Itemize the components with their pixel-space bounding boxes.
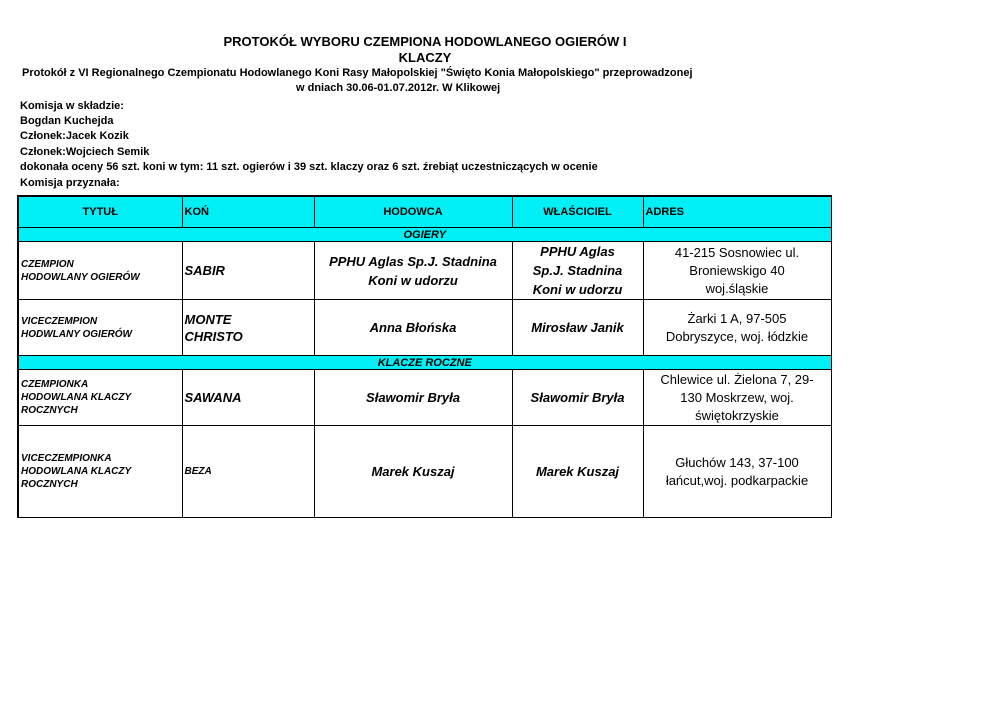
- row-title: CZEMPIONKA HODOWLANA KLACZY ROCZNYCH: [18, 370, 182, 426]
- table-row: [18, 242, 831, 300]
- row-horse: SAWANA: [182, 370, 314, 426]
- table-row: [18, 426, 831, 518]
- section-ogiery-row: [18, 228, 831, 242]
- document-title-line2: KLACZY: [398, 50, 452, 65]
- row-owner: Mirosław Janik: [512, 300, 643, 356]
- evaluation-summary: dokonała oceny 56 szt. koni w tym: 11 szt. ogierów i 39 szt. klaczy oraz 6 szt. źrebiąt uczestniczących w ocenie: [20, 161, 598, 173]
- section-klacze-roczne: KLACZE ROCZNE: [18, 356, 831, 370]
- header-hodowca: HODOWCA: [314, 196, 512, 228]
- row-address: Żarki 1 A, 97-505 Dobryszyce, woj. łódzkie: [643, 300, 831, 356]
- row-horse: BEZA: [182, 426, 314, 518]
- row-owner: PPHU Aglas Sp.J. Stadnina Koni w udorzu: [512, 242, 643, 300]
- row-horse: MONTE CHRISTO: [182, 300, 314, 356]
- row-address: Głuchów 143, 37-100 łańcut,woj. podkarpackie: [643, 426, 831, 518]
- committee-member-2: Członek:Jacek Kozik: [20, 130, 129, 142]
- row-title: CZEMPION HODOWLANY OGIERÓW: [18, 242, 182, 300]
- row-breeder: Sławomir Bryła: [314, 370, 512, 426]
- row-address: 41-215 Sosnowiec ul. Broniewskigo 40 woj.śląskie: [643, 242, 831, 300]
- committee-heading: Komisja w składzie:: [20, 100, 124, 112]
- row-owner: Marek Kuszaj: [512, 426, 643, 518]
- row-owner: Sławomir Bryła: [512, 370, 643, 426]
- row-horse: SABIR: [182, 242, 314, 300]
- header-kon: KOŃ: [182, 196, 314, 228]
- committee-member-3: Członek:Wojciech Semik: [20, 146, 150, 158]
- row-breeder: Anna Błońska: [314, 300, 512, 356]
- row-breeder: PPHU Aglas Sp.J. Stadnina Koni w udorzu: [314, 242, 512, 300]
- document-subtitle: Protokół z VI Regionalnego Czempionatu Hodowlanego Koni Rasy Małopolskiej "Święto Konia Małopolskiego" przeprowadzonej: [22, 67, 693, 79]
- row-address: Chlewice ul. Żielona 7, 29- 130 Moskrzew, woj. świętokrzyskie: [643, 370, 831, 426]
- table-header-row: [18, 196, 831, 228]
- header-tytul: TYTUŁ: [18, 196, 182, 228]
- section-ogiery: OGIERY: [18, 228, 831, 242]
- header-adres: ADRES: [643, 196, 831, 228]
- committee-member-1: Bogdan Kuchejda: [20, 115, 114, 127]
- row-title: VICECZEMPIONKA HODOWLANA KLACZY ROCZNYCH: [18, 426, 182, 518]
- section-klacze-row: [18, 356, 831, 370]
- document-title: PROTOKÓŁ WYBORU CZEMPIONA HODOWLANEGO OGIERÓW I: [223, 34, 627, 49]
- table-row: [18, 370, 831, 426]
- awards-table: [17, 195, 832, 518]
- header-wlasciciel: WŁAŚCICIEL: [512, 196, 643, 228]
- awards-intro: Komisja przyznała:: [20, 177, 120, 189]
- table-row: [18, 300, 831, 356]
- row-title: VICECZEMPION HODWLANY OGIERÓW: [18, 300, 182, 356]
- row-breeder: Marek Kuszaj: [314, 426, 512, 518]
- document-subtitle-dates: w dniach 30.06-01.07.2012r. W Klikowej: [296, 82, 501, 94]
